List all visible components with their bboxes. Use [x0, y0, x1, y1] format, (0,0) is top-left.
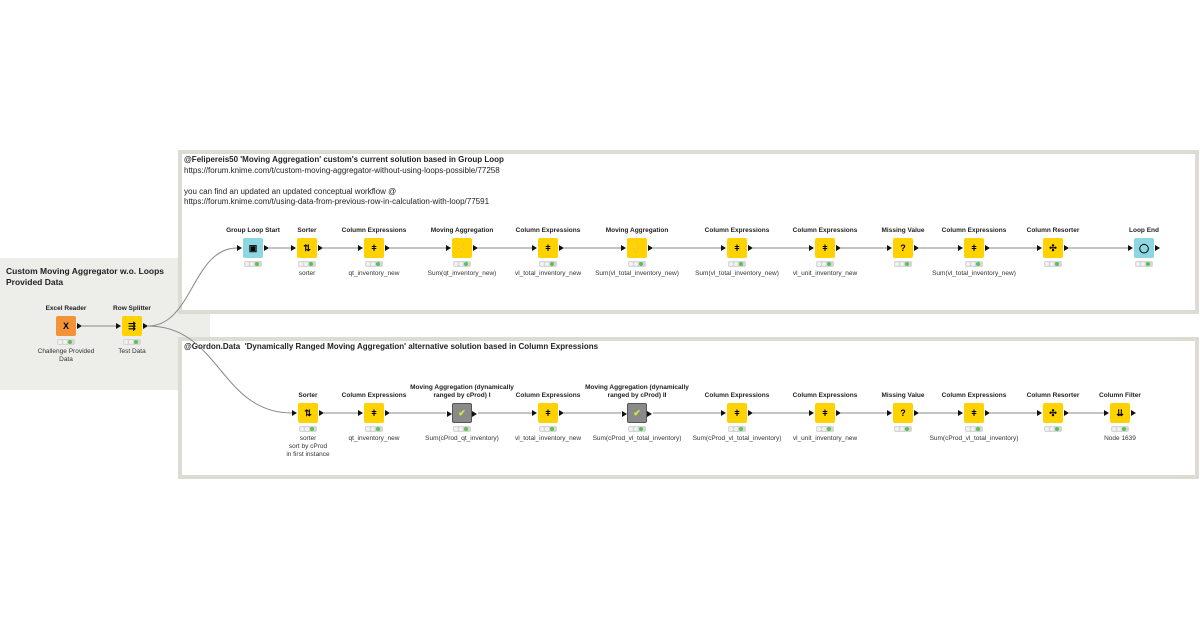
status-traffic-light — [1044, 261, 1062, 267]
column-expressions-icon[interactable]: ǂ — [364, 238, 384, 258]
output-port[interactable] — [985, 410, 990, 416]
output-port[interactable] — [318, 245, 323, 251]
output-port[interactable] — [472, 411, 477, 417]
node-label[interactable]: sorter sort by cProd in first instance — [286, 435, 330, 458]
component-icon[interactable]: ✔ — [627, 403, 647, 423]
moving-aggregation-icon[interactable]: ⚡ — [452, 238, 472, 258]
output-port[interactable] — [559, 245, 564, 251]
status-traffic-light — [965, 426, 983, 432]
sorter-icon[interactable]: ⇅ — [297, 238, 317, 258]
node-title: Moving Aggregation (dynamically ranged by cProd) II — [585, 384, 689, 399]
output-port[interactable] — [1064, 410, 1069, 416]
input-port[interactable] — [621, 245, 626, 251]
node-component[interactable] — [585, 384, 689, 443]
node-column-expressions[interactable] — [498, 227, 598, 278]
input-port[interactable] — [887, 410, 892, 416]
node-column-resorter[interactable] — [1003, 227, 1103, 270]
status-traffic-light — [965, 261, 983, 267]
status-traffic-light — [728, 426, 746, 432]
status-traffic-light — [1135, 261, 1153, 267]
input-port[interactable] — [292, 410, 297, 416]
node-column-expressions[interactable] — [687, 392, 787, 443]
output-port[interactable] — [985, 245, 990, 251]
input-port[interactable] — [532, 245, 537, 251]
output-port[interactable] — [143, 323, 148, 329]
input-port[interactable] — [1037, 245, 1042, 251]
status-traffic-light — [453, 261, 471, 267]
column-expressions-icon[interactable]: ǂ — [727, 238, 747, 258]
node-label[interactable]: Node 1639 — [1104, 435, 1136, 442]
column-expressions-icon[interactable]: ǂ — [964, 403, 984, 423]
top-annotation-heading: @Felipereis50 'Moving Aggregation' custom's current solution based in Group Loop — [184, 155, 504, 164]
node-label[interactable]: Test Data — [118, 348, 146, 355]
node-title: Column Resorter — [1026, 227, 1080, 234]
node-label[interactable]: sorter — [298, 270, 316, 277]
node-label[interactable]: Challenge Provided Data — [37, 348, 95, 363]
node-title: Missing Value — [881, 227, 925, 234]
node-title: Column Filter — [1099, 392, 1141, 399]
input-port[interactable] — [958, 245, 963, 251]
missing-value-icon[interactable]: ? — [893, 238, 913, 258]
output-port[interactable] — [473, 245, 478, 251]
output-port[interactable] — [914, 245, 919, 251]
status-traffic-light — [539, 261, 557, 267]
node-title: Missing Value — [881, 392, 925, 399]
node-column-expressions[interactable] — [324, 392, 424, 443]
moving-aggregation-icon[interactable]: ⚡ — [627, 238, 647, 258]
input-port[interactable] — [1128, 245, 1133, 251]
node-title: Column Expressions — [941, 227, 1007, 234]
node-title: Excel Reader — [45, 305, 87, 312]
node-label[interactable]: vl_total_inventory_new — [514, 435, 582, 442]
input-port[interactable] — [809, 245, 814, 251]
component-icon[interactable]: ✔ — [452, 403, 472, 423]
node-title: Moving Aggregation — [605, 227, 669, 234]
node-title: Column Expressions — [792, 392, 858, 399]
output-port[interactable] — [1155, 245, 1160, 251]
node-title: Sorter — [298, 392, 318, 399]
output-port[interactable] — [1064, 245, 1069, 251]
bottom-annotation-heading: @Gordon.Data 'Dynamically Ranged Moving Aggregation' alternative solution based in Column Expressions — [184, 342, 599, 351]
excel-reader-icon[interactable]: X — [56, 316, 76, 336]
column-expressions-icon[interactable]: ǂ — [538, 238, 558, 258]
status-traffic-light — [299, 426, 317, 432]
node-column-expressions[interactable] — [498, 392, 598, 443]
status-traffic-light — [57, 339, 75, 345]
annotation-link-2: https://forum.knime.com/t/using-data-from-previous-row-in-calculation-with-loop/77591 — [184, 197, 490, 206]
status-traffic-light — [628, 261, 646, 267]
node-component[interactable] — [410, 384, 514, 443]
node-title: Moving Aggregation (dynamically ranged by cProd) I — [410, 384, 514, 399]
status-traffic-light — [728, 261, 746, 267]
input-port[interactable] — [358, 245, 363, 251]
status-traffic-light — [816, 426, 834, 432]
column-expressions-icon[interactable]: ǂ — [538, 403, 558, 423]
loop-end-icon[interactable]: ◯ — [1134, 238, 1154, 258]
node-title: Column Resorter — [1026, 392, 1080, 399]
group-loop-start-icon[interactable]: ▣ — [243, 238, 263, 258]
output-port[interactable] — [836, 410, 841, 416]
node-label[interactable]: Sum(cProd_vl_total_inventory) — [592, 435, 682, 442]
node-title: Sorter — [297, 227, 317, 234]
input-port[interactable] — [1104, 410, 1109, 416]
node-label[interactable]: qt_inventory_new — [348, 270, 400, 277]
node-title: Row Splitter — [113, 305, 151, 312]
status-traffic-light — [1044, 426, 1062, 432]
output-port[interactable] — [836, 245, 841, 251]
node-title: Column Expressions — [341, 227, 407, 234]
status-traffic-light — [453, 426, 471, 432]
node-label[interactable]: Sum(vl_total_inventory_new) — [595, 270, 679, 277]
node-column-filter[interactable] — [1070, 392, 1170, 443]
output-port[interactable] — [647, 411, 652, 417]
annotation-text: you can find an updated an updated conceptual workflow @ — [184, 186, 397, 196]
sorter-icon[interactable]: ⇅ — [298, 403, 318, 423]
left-group-title: Custom Moving Aggregator w.o. Loops Provided Data — [6, 266, 165, 287]
row-splitter-icon[interactable]: ⇶ — [122, 316, 142, 336]
status-traffic-light — [628, 426, 646, 432]
node-label[interactable]: Sum(cProd_vl_total_inventory) — [692, 435, 782, 442]
node-row-splitter[interactable] — [82, 305, 182, 356]
column-resorter-icon[interactable]: ✣ — [1043, 403, 1063, 423]
node-title: Column Expressions — [515, 227, 581, 234]
input-port[interactable] — [291, 245, 296, 251]
input-port[interactable] — [447, 411, 452, 417]
node-label[interactable]: vl_total_inventory_new — [514, 270, 582, 277]
status-traffic-light — [365, 261, 383, 267]
status-traffic-light — [539, 426, 557, 432]
node-label[interactable]: vl_unit_inventory_new — [792, 435, 858, 442]
node-title: Moving Aggregation — [430, 227, 494, 234]
column-expressions-icon[interactable]: ǂ — [727, 403, 747, 423]
input-port[interactable] — [237, 245, 242, 251]
output-port[interactable] — [748, 410, 753, 416]
node-title: Column Expressions — [792, 227, 858, 234]
node-moving-aggregation[interactable] — [412, 227, 512, 278]
output-port[interactable] — [385, 410, 390, 416]
column-expressions-icon[interactable]: ǂ — [364, 403, 384, 423]
node-title: Column Expressions — [515, 392, 581, 399]
missing-value-icon[interactable]: ? — [893, 403, 913, 423]
output-port[interactable] — [648, 245, 653, 251]
status-traffic-light — [365, 426, 383, 432]
node-title: Column Expressions — [341, 392, 407, 399]
status-traffic-light — [894, 426, 912, 432]
node-column-expressions[interactable] — [324, 227, 424, 278]
node-loop-end[interactable] — [1094, 227, 1194, 270]
input-port[interactable] — [1037, 410, 1042, 416]
column-resorter-icon[interactable]: ✣ — [1043, 238, 1063, 258]
status-traffic-light — [1111, 426, 1129, 432]
input-port[interactable] — [721, 410, 726, 416]
status-traffic-light — [894, 261, 912, 267]
status-traffic-light — [123, 339, 141, 345]
node-label[interactable]: Sum(vl_total_inventory_new) — [695, 270, 779, 277]
column-expressions-icon[interactable]: ǂ — [815, 238, 835, 258]
input-port[interactable] — [887, 245, 892, 251]
status-traffic-light — [298, 261, 316, 267]
column-expressions-icon[interactable]: ǂ — [964, 238, 984, 258]
node-title: Column Expressions — [704, 392, 770, 399]
output-port[interactable] — [559, 410, 564, 416]
node-label[interactable]: Sum(qt_inventory_new) — [427, 270, 497, 277]
input-port[interactable] — [446, 245, 451, 251]
annotation-link-1: https://forum.knime.com/t/custom-moving-aggregator-without-using-loops-possible/77258 — [184, 165, 500, 175]
input-port[interactable] — [532, 410, 537, 416]
node-label[interactable]: vl_unit_inventory_new — [792, 270, 858, 277]
input-port[interactable] — [116, 323, 121, 329]
input-port[interactable] — [358, 410, 363, 416]
node-title: Group Loop Start — [226, 227, 280, 234]
node-label[interactable]: qt_inventory_new — [348, 435, 400, 442]
node-title: Loop End — [1129, 227, 1159, 234]
input-port[interactable] — [809, 410, 814, 416]
node-label[interactable]: Sum(vl_total_inventory_new) — [932, 270, 1016, 277]
input-port[interactable] — [622, 411, 627, 417]
input-port[interactable] — [721, 245, 726, 251]
node-moving-aggregation[interactable] — [587, 227, 687, 278]
node-title: Column Expressions — [941, 392, 1007, 399]
node-label[interactable]: Sum(cProd_qt_inventory) — [425, 435, 499, 442]
output-port[interactable] — [385, 245, 390, 251]
output-port[interactable] — [914, 410, 919, 416]
column-expressions-icon[interactable]: ǂ — [815, 403, 835, 423]
node-column-expressions[interactable] — [687, 227, 787, 278]
status-traffic-light — [816, 261, 834, 267]
column-filter-icon[interactable]: ⇊ — [1110, 403, 1130, 423]
output-port[interactable] — [748, 245, 753, 251]
node-title: Column Expressions — [704, 227, 770, 234]
input-port[interactable] — [958, 410, 963, 416]
output-port[interactable] — [1131, 410, 1136, 416]
node-label[interactable]: Sum(cProd_vl_total_inventory) — [929, 435, 1019, 442]
